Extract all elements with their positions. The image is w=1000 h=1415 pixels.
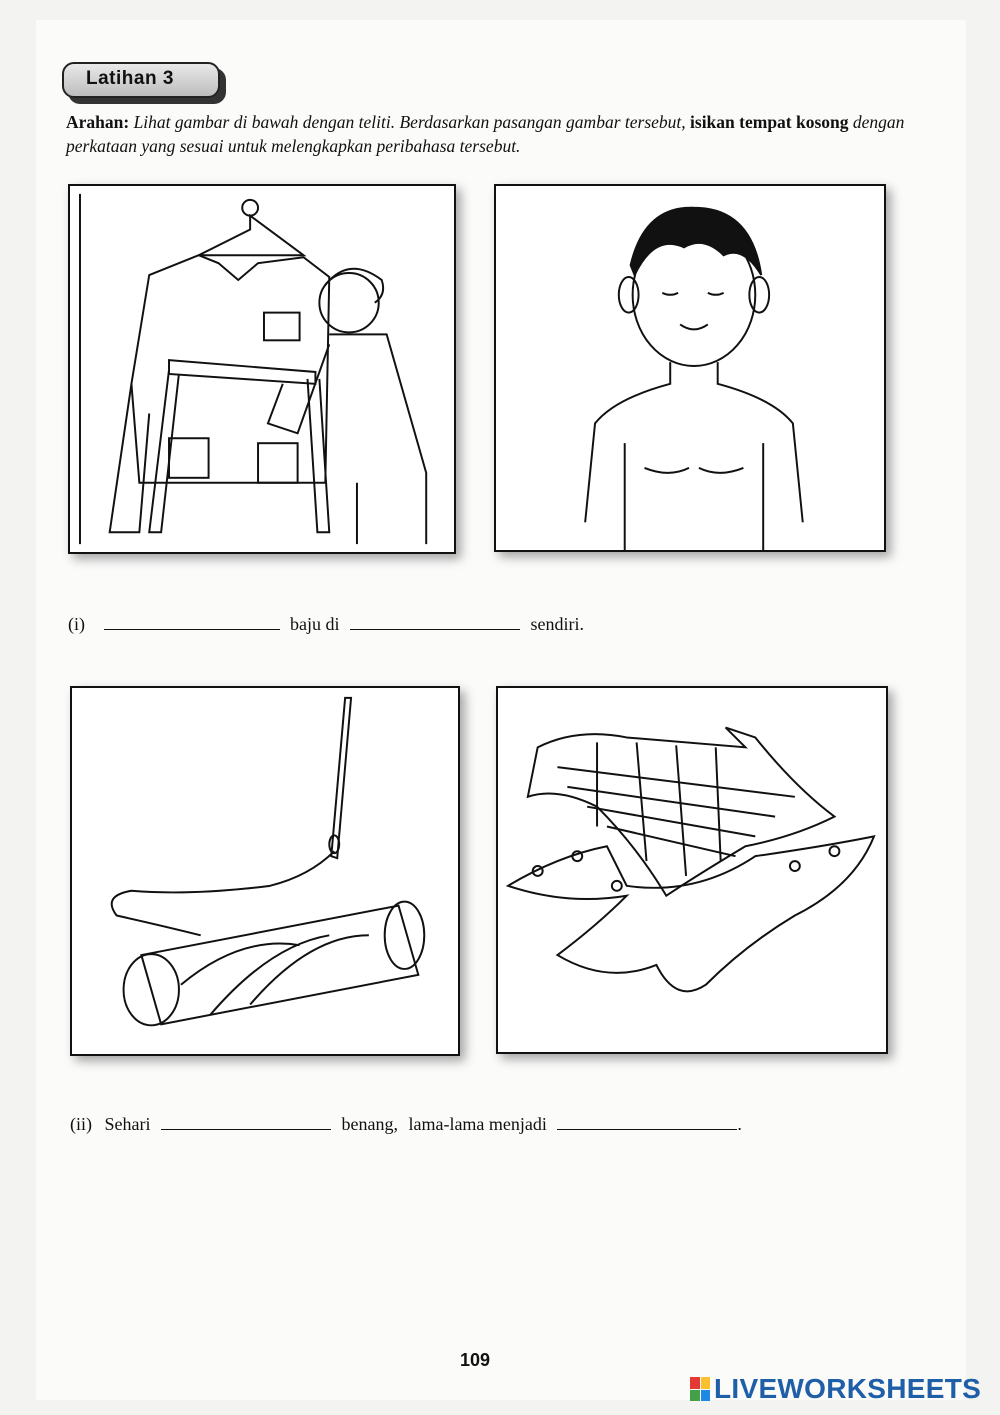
question-2-text-d: . <box>737 1114 742 1134</box>
liveworksheets-brand[interactable] <box>690 1374 981 1404</box>
question-1-text-a: baju di <box>290 614 340 634</box>
page-number: 109 <box>460 1350 491 1370</box>
exercise-label-text: Latihan 3 <box>86 68 174 89</box>
fabric-cloth-icon <box>498 688 886 1052</box>
liveworksheets-wordmark: LIVEWORKSHEETS <box>714 1373 982 1404</box>
question-1 <box>68 614 584 635</box>
question-2-text-c: lama-lama menjadi <box>408 1114 547 1134</box>
panel-needle-thread <box>70 686 460 1056</box>
instructions-text-2: dengan perkataan yang sesuai untuk melengkapkan peribahasa tersebut. <box>66 112 905 156</box>
question-1-number: (i) <box>68 614 85 634</box>
question-2 <box>70 1114 742 1135</box>
instructions-lead: Arahan: <box>66 112 130 132</box>
panel-fabric <box>496 686 888 1054</box>
exercise-label <box>62 62 222 100</box>
needle-thread-spool-icon <box>72 688 458 1054</box>
panel-shirt-measuring <box>68 184 456 554</box>
question-2-number: (ii) <box>70 1114 92 1134</box>
shirtless-boy-icon <box>496 186 884 550</box>
instructions-bold: isikan tempat kosong <box>690 112 849 132</box>
instructions <box>66 110 906 158</box>
question-2-text-b: benang, <box>341 1114 398 1134</box>
instructions-text-1: Lihat gambar di bawah dengan teliti. Berdasarkan pasangan gambar tersebut, <box>133 112 686 132</box>
shirt-measuring-icon <box>70 186 454 552</box>
liveworksheets-logo-icon <box>690 1377 710 1401</box>
question-2-text-a: Sehari <box>104 1114 151 1134</box>
question-1-text-b: sendiri. <box>530 614 584 634</box>
question-1-blank-1[interactable] <box>104 628 280 630</box>
question-2-blank-2[interactable] <box>557 1128 737 1130</box>
question-1-blank-2[interactable] <box>350 628 520 630</box>
panel-shirtless-boy <box>494 184 886 552</box>
question-2-blank-1[interactable] <box>161 1128 331 1130</box>
